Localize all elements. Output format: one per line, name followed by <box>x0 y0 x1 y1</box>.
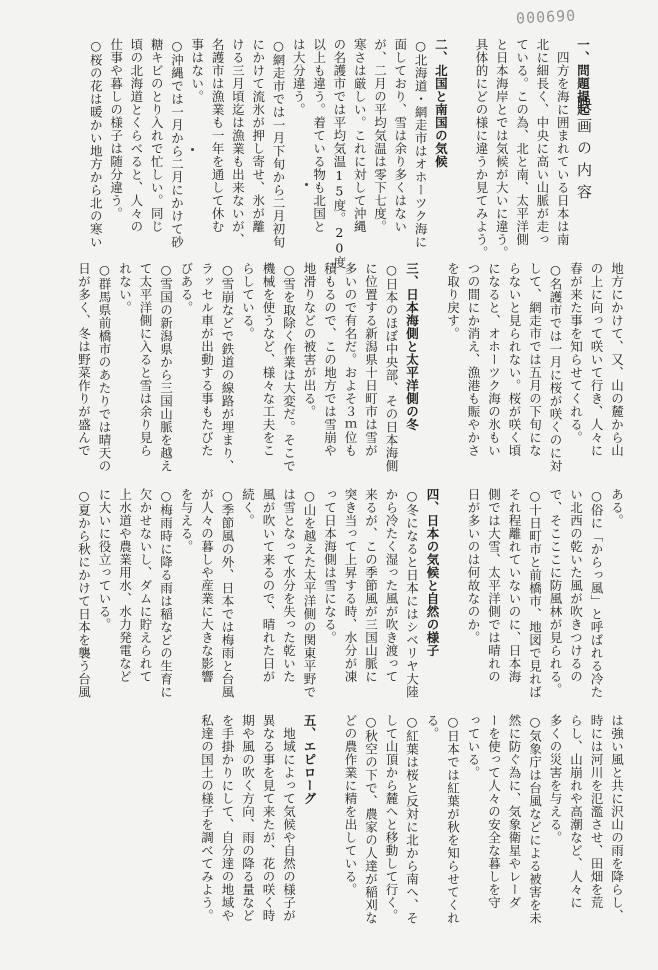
text-column: ○気象庁は台風などによる被害を未 <box>527 714 543 925</box>
text-column: ○名護市では一月に桜が咲くのに対 <box>548 262 563 473</box>
text-column: 側では大雪、太平洋側では晴れの <box>486 488 502 683</box>
text-column: 期や風の吹く方向、雨の降る量など <box>240 714 256 922</box>
text-column: ○俗に「からっ風」と呼ばれる冷た <box>589 488 604 699</box>
text-column: 事はない。 <box>189 38 205 103</box>
text-column: ○北海道・網走市はオホーツク海に <box>413 38 429 249</box>
text-column: 寒さは厳しい。これに対して沖縄 <box>352 38 368 233</box>
text-column: 仕事や暮しの様子は随分違う。 <box>108 38 124 220</box>
text-column: 地方にかけて、又、山の麓から山 <box>609 262 625 457</box>
text-column: ける三月頃迄は漁業も出来ないが、 <box>230 38 246 246</box>
text-column: 来るが、この季節風が三国山脈に <box>363 488 379 683</box>
text-column: を与える。 <box>179 488 194 553</box>
text-column: の上に向って咲いて行き、人々に <box>589 262 604 457</box>
text-column: ○梅雨時に降る雨は稲などの生育に <box>158 488 174 699</box>
text-column: は大分違う。 <box>291 38 307 116</box>
text-column: どの農作業に精を出している。 <box>343 714 358 896</box>
text-column: い北西の乾いた風が吹きつけるの <box>568 488 584 683</box>
text-column: に位置する新潟県十日町市は雪が <box>363 262 379 457</box>
text-column: 続く。 <box>240 488 256 527</box>
text-column: 北に細長く、中央に高い山脈が走っ <box>534 38 550 246</box>
text-column: それ程離れていないのに、日本海 <box>507 488 522 683</box>
text-column: 日が多いのは何故なのか。 <box>466 488 481 644</box>
text-column: 然に防ぐ為に、気象衛星やレーダ <box>507 714 522 909</box>
text-column: 風が吹いて来るので、晴れた日が <box>261 488 276 683</box>
text-tier-1 <box>0 38 658 269</box>
text-tier-4 <box>0 714 658 944</box>
text-column: 上水道や農業用水、水力発電など <box>117 488 133 683</box>
text-column: 多くの災害を与える。 <box>548 714 563 844</box>
text-column: ○秋空の下で、農家の人達が稲刈な <box>363 714 379 925</box>
text-column: 春が来た事を知らせてくれる。 <box>568 262 584 444</box>
text-column: を手掛かりにして、自分達の地域や <box>220 714 235 922</box>
text-column: 機械を使うなど、様々な工夫をこ <box>261 262 276 457</box>
text-column: して、網走市では五月の下旬にな <box>527 262 543 457</box>
text-column: ている。この為、北と南、太平洋側 <box>514 38 530 246</box>
text-column: が、二月の平均気温は零下七度。 <box>372 38 388 233</box>
text-column: 地域によって気候や自然の様子が <box>281 714 297 922</box>
page-number-stamp: 000690 <box>515 6 577 28</box>
ink-speck <box>305 183 308 186</box>
section-heading: 一、問題提起 <box>575 38 591 116</box>
text-column: 具体的にどの様に違うか見てみよう。 <box>474 38 489 259</box>
text-column: らしている。 <box>240 262 256 340</box>
text-column: 私達の国土の様子を調べてみよう。 <box>199 714 215 922</box>
section-heading: 二、北国と南国の気候 <box>433 38 449 168</box>
text-column: が人々の暮しや産業に大きな影響 <box>199 488 215 683</box>
text-column: ○山を越えた太平洋側の関東平野で <box>302 488 317 699</box>
text-column: 多いので有名だ。およそ３ｍ位も <box>343 262 358 457</box>
text-column: れない。 <box>117 262 133 314</box>
text-column: ○十日町市と前橋市、地図で見れば <box>527 488 543 699</box>
text-column: 糖キビのとり入れで忙しい。同じ <box>149 38 165 233</box>
text-column: と日本海岸とでは気候が大いに違う。 <box>494 38 510 259</box>
text-column: 面しており、雪は余り多くはない <box>392 38 408 233</box>
text-column: ある。 <box>609 488 625 527</box>
text-column: に大いに役立っている。 <box>97 488 112 631</box>
text-column: っている。 <box>466 714 481 779</box>
text-column: ○日本では紅葉が秋を知らせてくれ <box>445 714 461 925</box>
text-column: になると、オホーツク海の氷もい <box>486 262 502 457</box>
text-column: らないと見られない。桜が咲く頃 <box>507 262 522 457</box>
text-column: 地滑りなどの被害が出る。 <box>302 262 317 418</box>
text-column: の名護市では平均気温15度。20度 <box>331 38 347 269</box>
text-column: を取り戻す。 <box>445 262 461 340</box>
text-column: ○桜の花は暖かい地方から北の寒い <box>88 38 104 249</box>
text-column: 以上も違う。着ている物も北国と <box>311 38 327 233</box>
document-title: 映画の内容 <box>575 96 593 206</box>
text-column: ーを使って人々の安全な暮しを守 <box>486 714 502 909</box>
text-column: ○沖縄では一月から二月にかけて砂 <box>169 38 185 249</box>
text-tier-3 <box>0 488 658 702</box>
text-column: ○冬になると日本にはシベリヤ大陸 <box>404 488 420 699</box>
text-column: ラッセル車が出動する事もたびた <box>199 262 215 457</box>
text-column: ○季節風の外、日本では梅雨と台風 <box>220 488 235 699</box>
text-column: ○網走市では一月下旬から二月初旬 <box>271 38 286 249</box>
text-column: ○日本のほぼ中央部、その日本海側 <box>384 262 399 473</box>
text-column: 欠かせないし、ダムに貯えられて <box>138 488 153 683</box>
text-column: で、そこここに防風林が見られる。 <box>548 488 563 696</box>
section-heading: 三、日本海側と太平洋側の冬 <box>404 262 420 431</box>
text-tier-2 <box>0 262 658 476</box>
text-column: 四方を海に囲まれている日本は南 <box>555 38 571 246</box>
text-column: 名護市は漁業も一年を通して休む <box>210 38 226 233</box>
text-column: 突き当って上昇する時、水分が凍 <box>343 488 358 683</box>
text-column: ○雪を取除く作業は大変だ。そこで <box>281 262 297 473</box>
text-column: ○雪国の新潟県から三国山脈を越え <box>158 262 174 473</box>
text-column: ○紅葉は桜と反対に北から南へ、そ <box>404 714 420 925</box>
text-column: にかけて流氷が押し寄せ、氷が離 <box>250 38 266 233</box>
text-column: 頃の北海道とくらべると、人々の <box>128 38 144 233</box>
text-column: ○雪崩などで鉄道の線路が埋まり、 <box>220 262 235 473</box>
text-column: らし、山崩れや高潮など、人々に <box>568 714 584 909</box>
text-column: から冷たく湿った風が吹き渡って <box>384 488 399 683</box>
text-column: 異なる事を見て来たが、花の咲く時 <box>261 714 276 922</box>
text-column: 積もるので、この地方では雪崩や <box>322 262 338 457</box>
section-heading: 五、エピローグ <box>302 714 317 805</box>
text-column: 時には河川を氾濫させ、田畑を荒 <box>589 714 604 909</box>
text-column: て太平洋側に入ると雪は余り見ら <box>138 262 153 457</box>
text-column: は強い風と共に沢山の雨を降らし、 <box>609 714 625 922</box>
text-column: って日本海側は雪になる。 <box>322 488 338 644</box>
text-column: ○群馬県前橋市のあたりでは晴天の <box>97 262 112 473</box>
text-column: びある。 <box>179 262 194 314</box>
text-column: ○夏から秋にかけて日本を襲う台風 <box>76 488 92 699</box>
text-column: 日が多く、冬は野菜作りが盛んで <box>76 262 92 457</box>
text-column: して山頂から麓へと移動して行く。 <box>384 714 399 922</box>
text-column: つの間にか消え、漁港も賑やかさ <box>466 262 481 457</box>
text-column: は雪となって水分を失った乾いた <box>281 488 297 683</box>
ink-speck <box>191 148 194 151</box>
section-heading: 四、日本の気候と自然の様子 <box>425 488 440 657</box>
text-column: る。 <box>425 714 440 740</box>
